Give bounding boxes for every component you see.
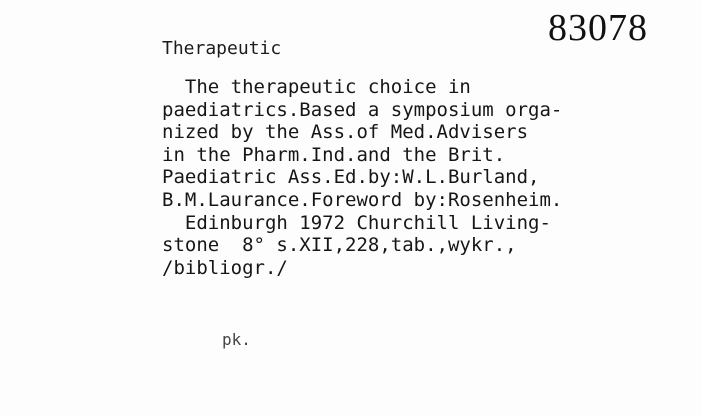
subject-heading: Therapeutic [162,38,282,59]
description-line: /bibliogr./ [162,256,288,279]
description-line: The therapeutic choice in [162,76,471,98]
card-number: 83078 [548,7,648,49]
description-line: in the Pharm.Ind.and the Brit. [162,143,506,166]
handwritten-mark: pk. [222,330,251,349]
description-line: Paediatric Ass.Ed.by:W.L.Burland, [162,166,540,189]
description-line: paediatrics.Based a symposium orga- [162,98,563,121]
description-line: stone 8° s.XII,228,tab.,wykr., [162,234,517,257]
description-line: Edinburgh 1972 Churchill Living- [162,211,551,234]
description-line: nized by the Ass.of Med.Advisers [162,121,529,144]
description-line: B.M.Laurance.Foreword by:Rosenheim. [162,188,563,211]
description-text [162,76,697,279]
